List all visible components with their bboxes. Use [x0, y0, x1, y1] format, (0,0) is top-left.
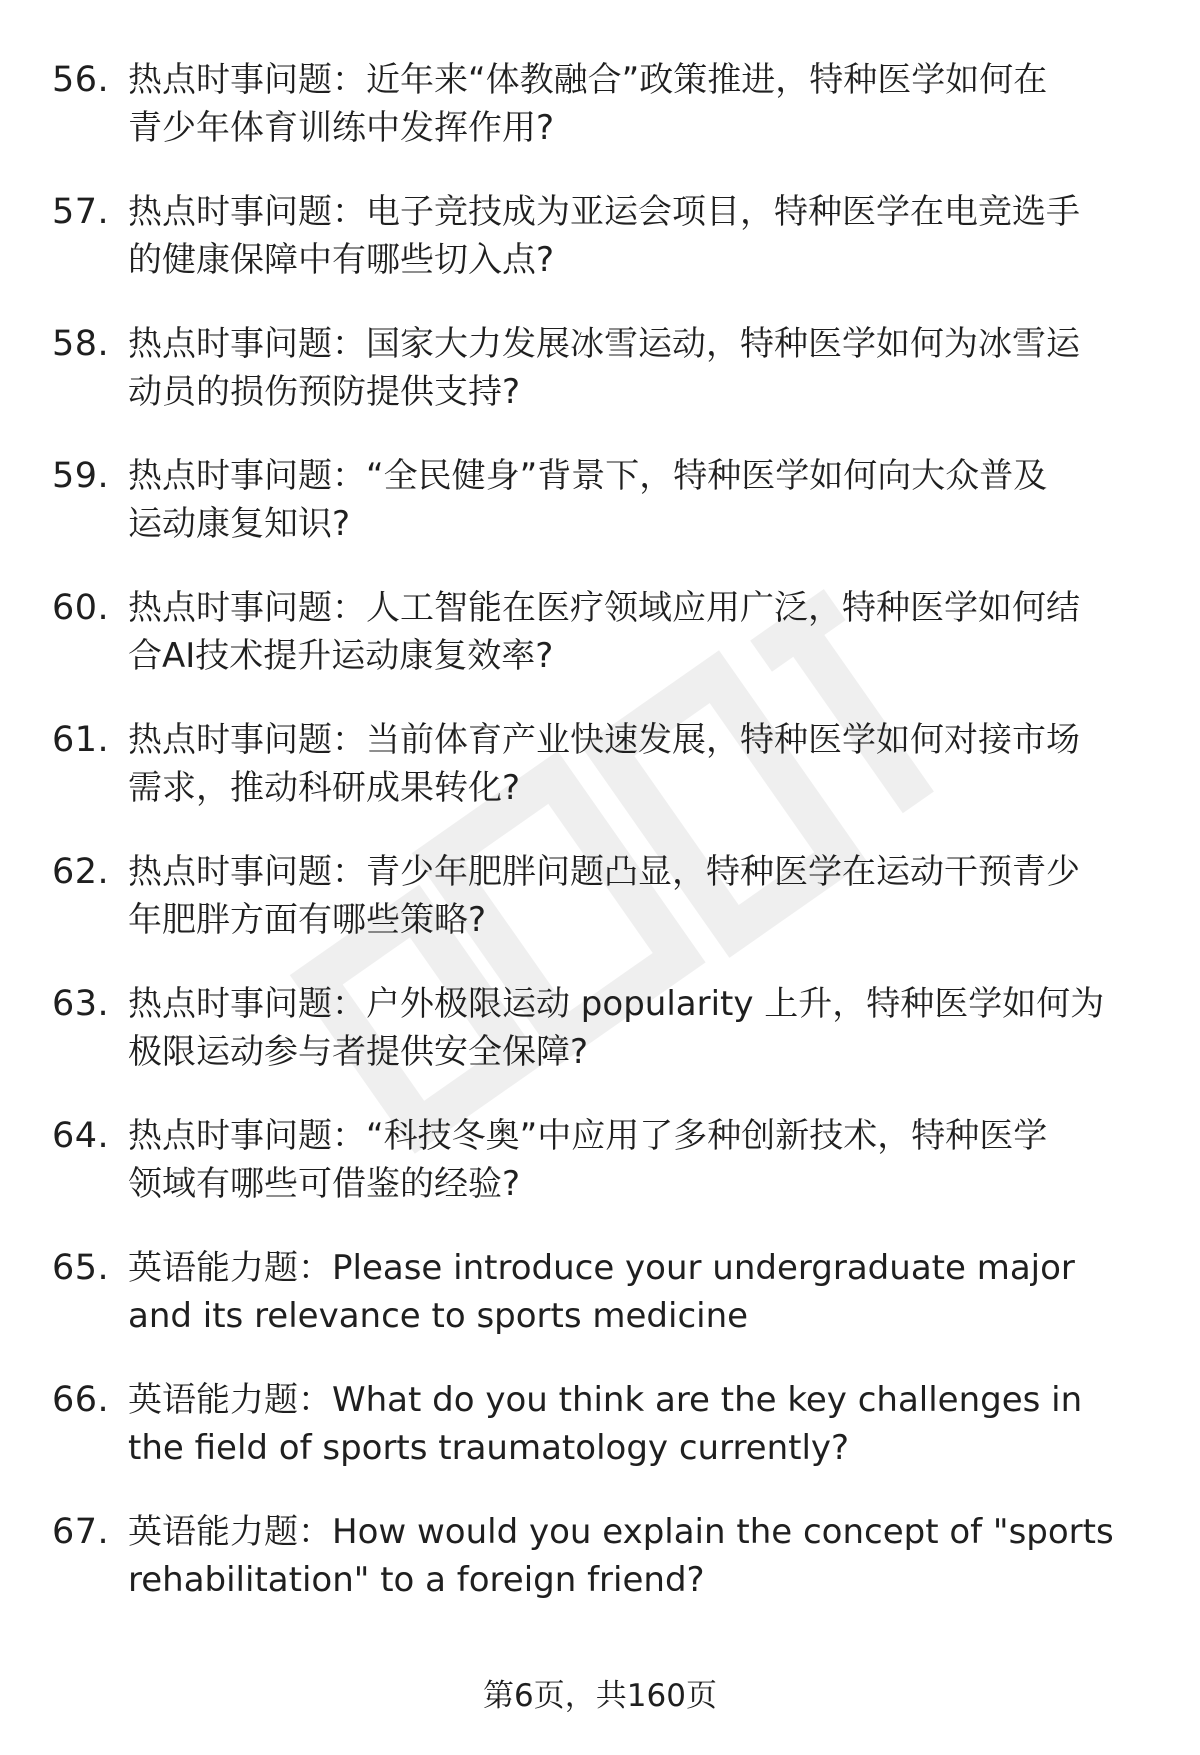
question-text-line-1: 热点时事问题：当前体育产业快速发展，特种医学如何对接市场: [128, 720, 1080, 760]
question-item: [0, 1112, 1200, 1244]
question-number: 59.: [52, 456, 110, 496]
question-text-line-1: 英语能力题：What do you think are the key challenges in: [128, 1380, 1083, 1420]
question-text-line-1: 热点时事问题：“科技冬奥”中应用了多种创新技术，特种医学: [128, 1116, 1048, 1156]
question-text-line-2: 需求，推动科研成果转化?: [128, 768, 521, 808]
question-text-line-2: 合AI技术提升运动康复效率?: [128, 636, 554, 676]
question-item: [0, 716, 1200, 848]
question-list: [0, 56, 1200, 1640]
question-text-line-1: 热点时事问题：国家大力发展冰雪运动，特种医学如何为冰雪运: [128, 324, 1080, 364]
question-item: [0, 320, 1200, 452]
question-number: 60.: [52, 588, 110, 628]
question-number: 61.: [52, 720, 110, 760]
question-number: 62.: [52, 852, 110, 892]
question-item: [0, 980, 1200, 1112]
question-number: 58.: [52, 324, 110, 364]
question-text-line-2: and its relevance to sports medicine: [128, 1296, 749, 1336]
question-item: [0, 1244, 1200, 1376]
question-item: [0, 1376, 1200, 1508]
question-text-line-2: 年肥胖方面有哪些策略?: [128, 900, 487, 940]
question-number: 64.: [52, 1116, 110, 1156]
question-text-line-2: 运动康复知识?: [128, 504, 351, 544]
question-text-line-1: 热点时事问题：“全民健身”背景下，特种医学如何向大众普及: [128, 456, 1048, 496]
question-text-line-1: 英语能力题：How would you explain the concept of "sports: [128, 1512, 1114, 1552]
question-text-line-2: 的健康保障中有哪些切入点?: [128, 240, 555, 280]
question-text-line-2: 领域有哪些可借鉴的经验?: [128, 1164, 521, 1204]
question-text-line-1: 热点时事问题：户外极限运动 popularity 上升，特种医学如何为: [128, 984, 1105, 1024]
question-item: [0, 1508, 1200, 1640]
question-number: 57.: [52, 192, 110, 232]
question-text-line-2: 极限运动参与者提供安全保障?: [128, 1032, 589, 1072]
question-number: 56.: [52, 60, 110, 100]
question-item: [0, 56, 1200, 188]
question-text-line-2: 动员的损伤预防提供支持?: [128, 372, 521, 412]
page-indicator: 第6页，共160页: [483, 1678, 717, 1714]
question-text-line-2: 青少年体育训练中发挥作用?: [128, 108, 555, 148]
question-number: 67.: [52, 1512, 110, 1552]
question-text-line-1: 英语能力题：Please introduce your undergraduate major: [128, 1248, 1075, 1288]
question-text-line-2: rehabilitation" to a foreign friend?: [128, 1560, 705, 1600]
question-item: [0, 188, 1200, 320]
question-number: 63.: [52, 984, 110, 1024]
question-text-line-1: 热点时事问题：人工智能在医疗领域应用广泛，特种医学如何结: [128, 588, 1080, 628]
question-text-line-1: 热点时事问题：青少年肥胖问题凸显，特种医学在运动干预青少: [128, 852, 1080, 892]
question-number: 65.: [52, 1248, 110, 1288]
question-text-line-1: 热点时事问题：电子竞技成为亚运会项目，特种医学在电竞选手: [128, 192, 1080, 232]
question-text-line-2: the field of sports traumatology currently?: [128, 1428, 850, 1468]
question-text-line-1: 热点时事问题：近年来“体教融合”政策推进，特种医学如何在: [128, 60, 1048, 100]
question-item: [0, 584, 1200, 716]
question-item: [0, 452, 1200, 584]
question-item: [0, 848, 1200, 980]
question-number: 66.: [52, 1380, 110, 1420]
